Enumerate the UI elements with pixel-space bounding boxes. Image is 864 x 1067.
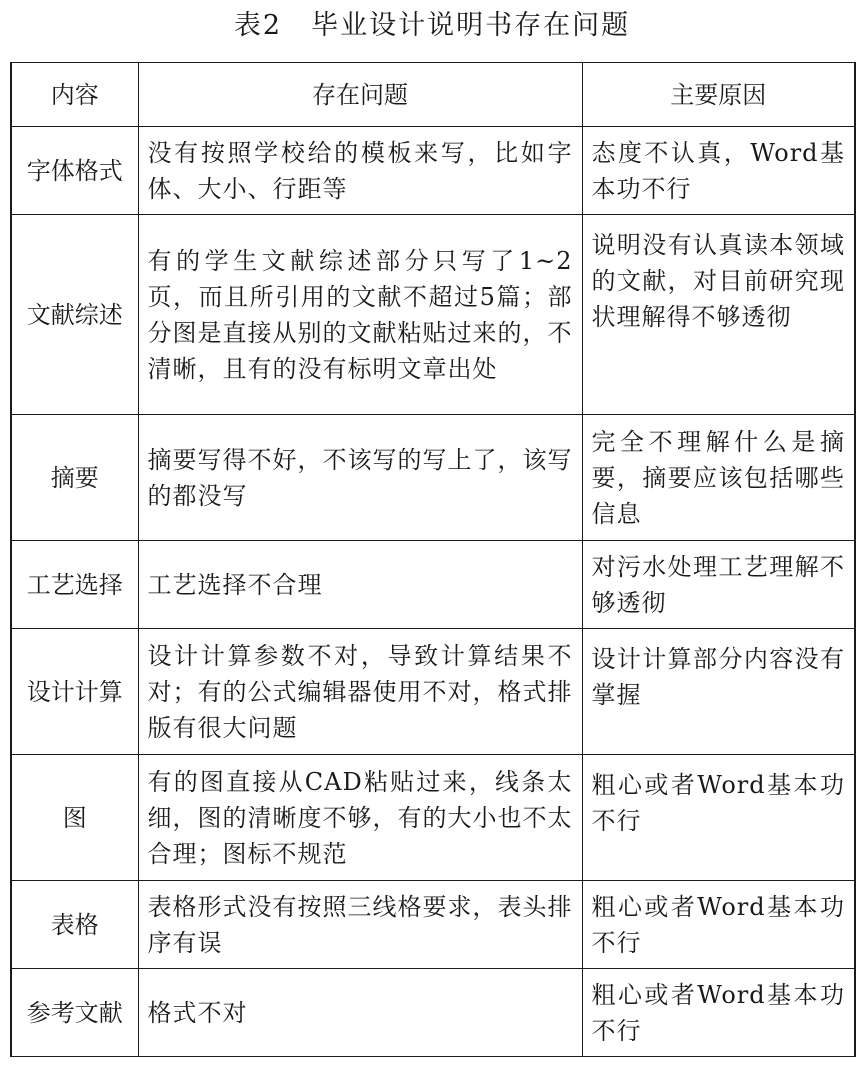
- item-cell: 图: [11, 755, 138, 881]
- problem-cell: 表格形式没有按照三线格要求，表头排序有误: [138, 881, 582, 969]
- reason-cell: 完全不理解什么是摘要，摘要应该包括哪些信息: [582, 415, 855, 541]
- header-row: [11, 63, 855, 127]
- problem-cell: 摘要写得不好，不该写的写上了，该写的都没写: [138, 415, 582, 541]
- item-cell: 工艺选择: [11, 541, 138, 629]
- header-item: 内容: [11, 63, 138, 127]
- header-reason: 主要原因: [582, 63, 855, 127]
- reason-cell: 对污水处理工艺理解不够透彻: [582, 541, 855, 629]
- header-problem: 存在问题: [138, 63, 582, 127]
- problem-cell: 没有按照学校给的模板来写，比如字体、大小、行距等: [138, 127, 582, 215]
- reason-cell: 设计计算部分内容没有掌握: [582, 629, 855, 755]
- reason-cell: 说明没有认真读本领域的文献，对目前研究现状理解得不够透彻: [582, 215, 855, 415]
- item-cell: 字体格式: [11, 127, 138, 215]
- table-row: [11, 415, 855, 541]
- reason-cell: 态度不认真，Word基本功不行: [582, 127, 855, 215]
- reason-cell: 粗心或者Word基本功不行: [582, 969, 855, 1057]
- problem-cell: 设计计算参数不对，导致计算结果不对；有的公式编辑器使用不对，格式排版有很大问题: [138, 629, 582, 755]
- table-row: [11, 755, 855, 881]
- table-title: 表2 毕业设计说明书存在问题: [233, 10, 631, 41]
- problems-table: [10, 62, 856, 1057]
- table-row: [11, 969, 855, 1057]
- problem-cell: 工艺选择不合理: [138, 541, 582, 629]
- item-cell: 表格: [11, 881, 138, 969]
- item-cell: 文献综述: [11, 215, 138, 415]
- table-row: [11, 541, 855, 629]
- problem-cell: 格式不对: [138, 969, 582, 1057]
- reason-cell: 粗心或者Word基本功不行: [582, 755, 855, 881]
- table-row: [11, 127, 855, 215]
- item-cell: 设计计算: [11, 629, 138, 755]
- reason-cell: 粗心或者Word基本功不行: [582, 881, 855, 969]
- table-row: [11, 881, 855, 969]
- problem-cell: 有的学生文献综述部分只写了1~2页，而且所引用的文献不超过5篇；部分图是直接从别的文献粘贴过来的，不清晰，且有的没有标明文章出处: [138, 215, 582, 415]
- problem-cell: 有的图直接从CAD粘贴过来，线条太细，图的清晰度不够，有的大小也不太合理；图标不规范: [138, 755, 582, 881]
- table-row: [11, 215, 855, 415]
- item-cell: 摘要: [11, 415, 138, 541]
- table-row: [11, 629, 855, 755]
- item-cell: 参考文献: [11, 969, 138, 1057]
